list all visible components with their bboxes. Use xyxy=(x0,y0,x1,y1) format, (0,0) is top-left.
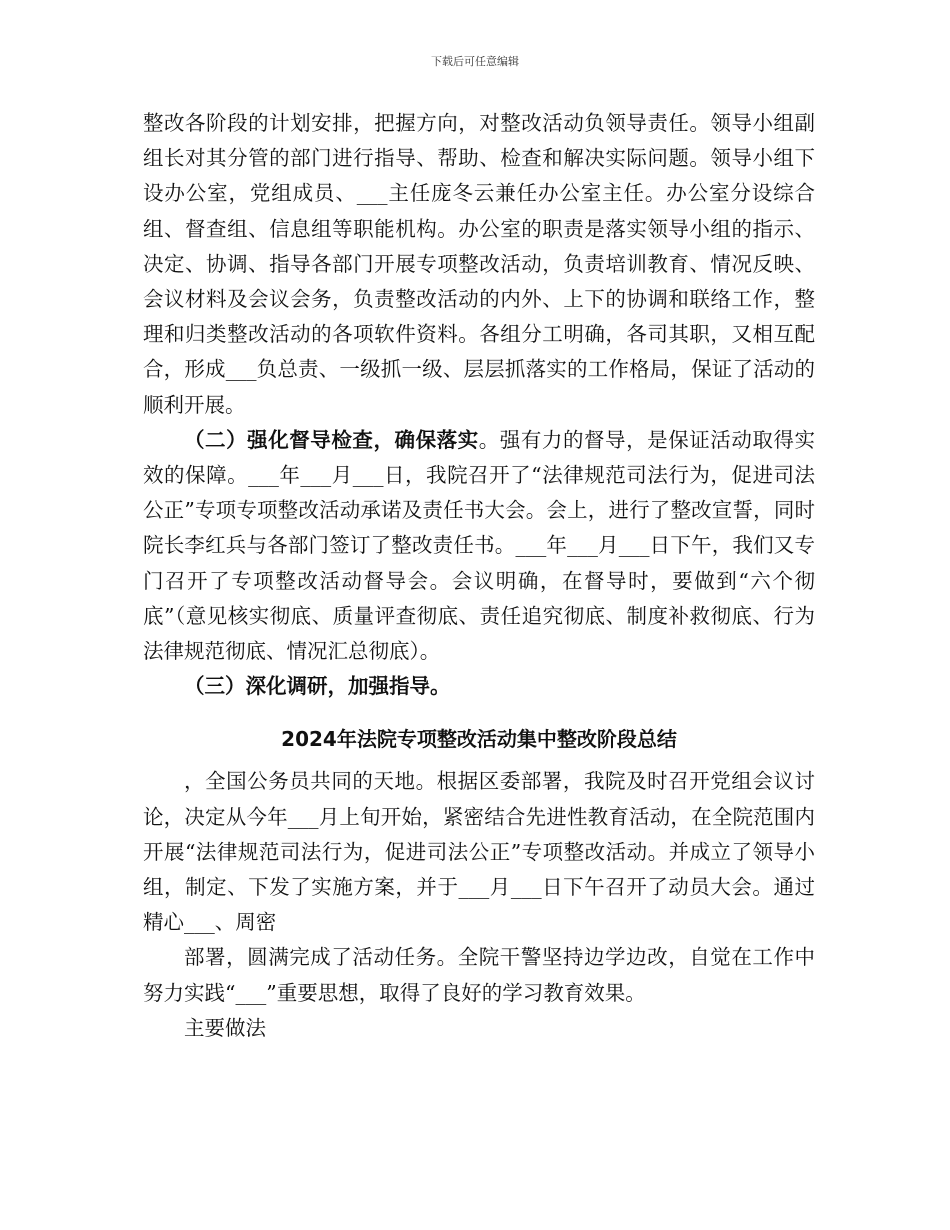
paragraph-5: 部署，圆满完成了活动任务。全院干警坚持边学边改，自觉在工作中努力实践“___”重要思想，取得了良好的学习教育效果。 xyxy=(143,945,815,1005)
paragraph-3 xyxy=(143,669,815,704)
paragraph-4: ，全国公务员共同的天地。根据区委部署，我院及时召开党组会议讨论，决定从今年___月上旬开始，紧密结合先进性教育活动，在全院范围内开展“法律规范司法行为，促进司法公正”专项整改活动。并成立了领导小组，制定、下发了实施方案，并于___月___日下午召开了动员大会。通过精心___、周密 xyxy=(143,769,815,935)
section-heading-3: （三）深化调研，加强指导。 xyxy=(184,674,451,699)
page-header: 下载后可任意编辑 xyxy=(431,55,519,68)
paragraph-1: 整改各阶段的计划安排，把握方向，对整改活动负领导责任。领导小组副组长对其分管的部门进行指导、帮助、检查和解决实际问题。领导小组下设办公室，党组成员、___主任庞冬云兼任办公室主任。办公室分设综合组、督查组、信息组等职能机构。办公室的职责是落实领导小组的指示、决定、协调、指导各部门开展专项整改活动，负责培训教育、情况反映、会议材料及会议会务，负责整改活动的内外、上下的协调和联络工作，整理和归类整改活动的各项软件资料。各组分工明确，各司其职，又相互配合，形成___负总责、一级抓一级、层层抓落实的工作格局，保证了活动的顺利开展。 xyxy=(143,111,815,417)
paragraph-6: 主要做法 xyxy=(184,1015,266,1040)
document-body xyxy=(143,106,815,1046)
paragraph-2-text: 。强有力的督导，是保证活动取得实效的保障。___年___月___日，我院召开了“法律规范司法行为，促进司法公正”专项专项整改活动承诺及责任书大会。会上，进行了整改宣誓，同时院长李红兵与各部门签订了整改责任书。___年___月___日下午，我们又专门召开了专项整改活动督导会。会议明确，在督导时，要做到“六个彻底”（意见核实彻底、质量评查彻底、责任追究彻底、制度补救彻底、行为法律规范彻底、情况汇总彻底）。 xyxy=(143,427,816,664)
paragraph-2 xyxy=(143,423,815,669)
document-title: 2024年法院专项整改活动集中整改阶段总结 xyxy=(281,727,677,752)
section-heading-2: （二）强化督导检查，确保落实 xyxy=(184,427,479,452)
